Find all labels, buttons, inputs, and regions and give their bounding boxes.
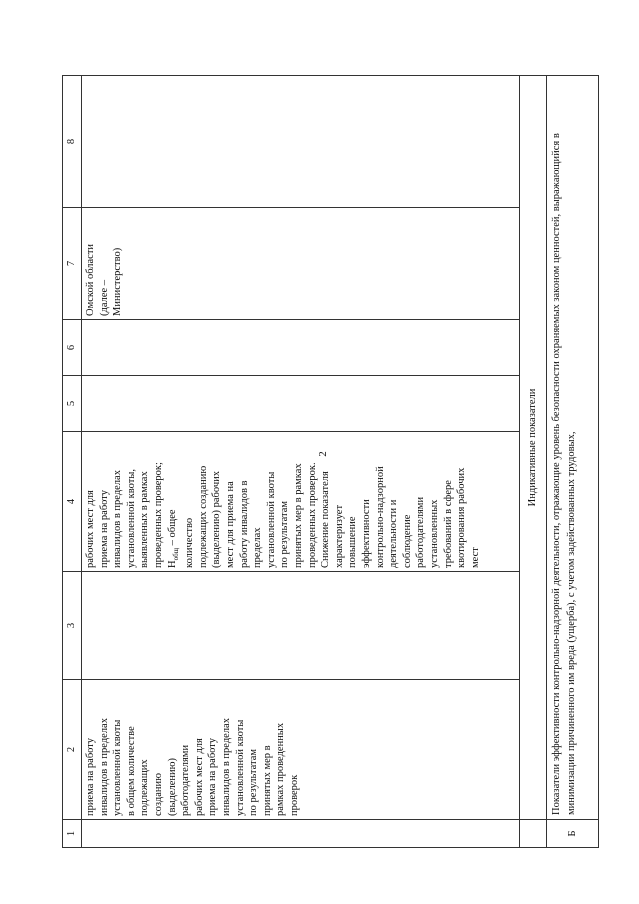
indicators-table bbox=[62, 75, 599, 848]
column-number-7: 7 bbox=[63, 208, 82, 320]
section-row bbox=[547, 76, 599, 848]
section-letter: Б bbox=[547, 820, 599, 848]
document-table-rotated bbox=[62, 76, 612, 848]
formula-text-after: – общее количество подлежащих созданию (выделению) рабочих мест для приема на работу инвалидов в пределах установленной квоты по результатам принятых мер в рамках проведенных проверок. Снижение показателя характеризует повышение эффективности контрольно-надзорной деятельности и соблюдение работодателями установленных требований в сфере квотирования рабочих мест bbox=[166, 462, 481, 568]
cell-col1 bbox=[82, 820, 520, 848]
column-number-row bbox=[63, 76, 82, 848]
column-number-1: 1 bbox=[63, 820, 82, 848]
table-row bbox=[82, 76, 520, 848]
section-text: Показатели эффективности контрольно-надзорной деятельности, отражающие уровень безопасности охраняемых законом ценностей, выражающийся в минимизации причиненного им вреда (ущерба), с учетом задействованных трудовых, bbox=[547, 76, 599, 820]
formula-subscript: общ bbox=[171, 547, 180, 561]
cell-indicator-name: приема на работу инвалидов в пределах установленной квоты в общем количестве подлежащих созданию (выделению) работодателями рабочих мест для приема на работу инвалидов в пределах установленной квоты по результатам принятых мер в рамках проведенных проверок bbox=[82, 680, 520, 820]
cell-formula-description bbox=[82, 432, 520, 572]
formula-symbol: Н bbox=[166, 560, 178, 568]
section-title-spacer bbox=[520, 820, 547, 848]
column-number-6: 6 bbox=[63, 320, 82, 376]
column-number-5: 5 bbox=[63, 376, 82, 432]
column-number-3: 3 bbox=[63, 572, 82, 680]
cell-col5 bbox=[82, 376, 520, 432]
column-number-8: 8 bbox=[63, 76, 82, 208]
section-title: Индикативные показатели bbox=[520, 76, 547, 820]
column-number-2: 2 bbox=[63, 680, 82, 820]
section-title-row bbox=[520, 76, 547, 848]
cell-col6 bbox=[82, 320, 520, 376]
cell-col3 bbox=[82, 572, 520, 680]
page-number: 2 bbox=[317, 451, 329, 457]
column-number-4: 4 bbox=[63, 432, 82, 572]
formula-text-before: рабочих мест для приема на работу инвалидов в пределах установленной квоты, выявленных в рамках проведенных проверок; bbox=[85, 462, 164, 568]
cell-responsible-body: Омской области (далее – Министерство) bbox=[82, 208, 520, 320]
cell-col8 bbox=[82, 76, 520, 208]
